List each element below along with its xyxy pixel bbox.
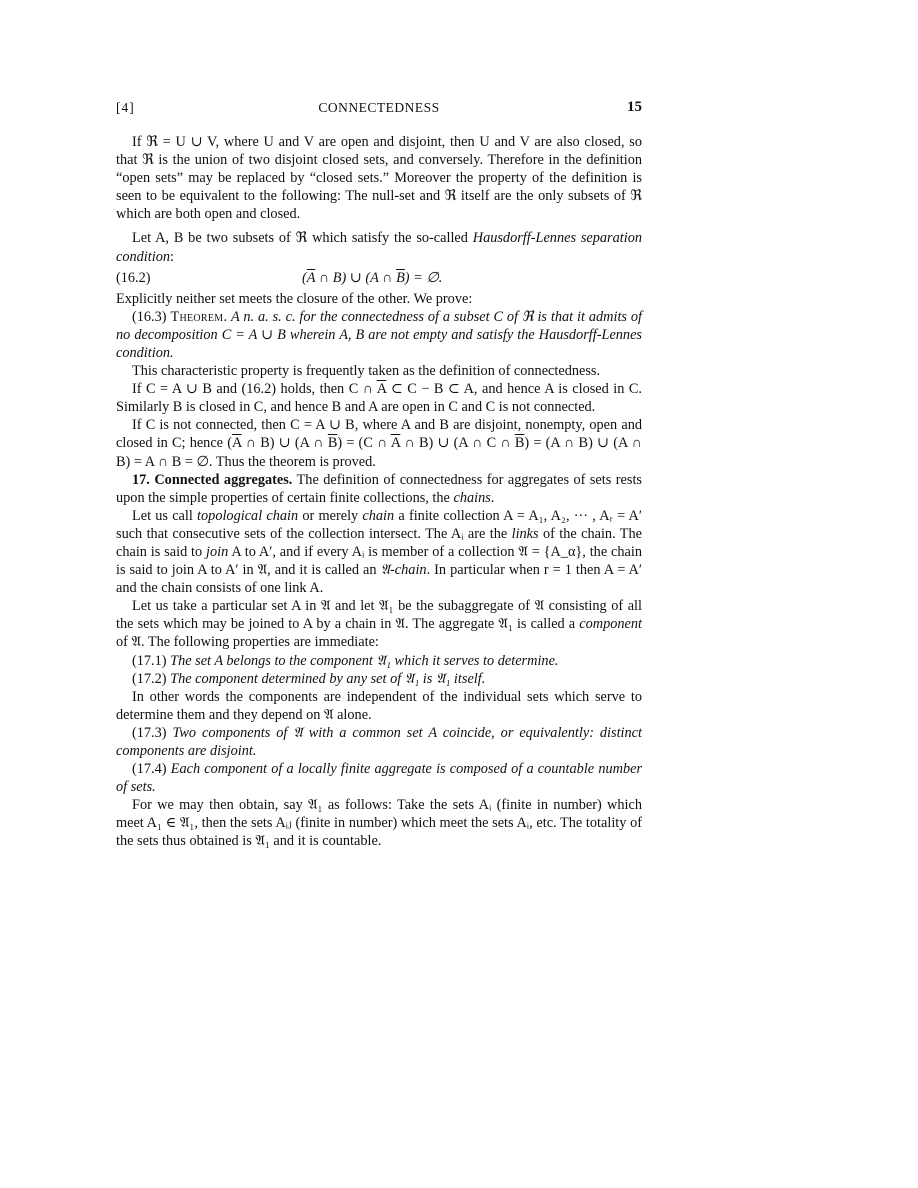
paragraph-explicitly: Explicitly neither set meets the closure of the other. We prove: bbox=[116, 290, 473, 307]
property-17-3: (17.3) Two components of 𝔄 with a common set A coincide, or equivalently: distinct components are disjoint. bbox=[116, 724, 642, 759]
page-number: 15 bbox=[627, 99, 642, 115]
theorem-label: Theorem. bbox=[170, 308, 228, 325]
formula-label: (16.2) bbox=[116, 269, 151, 286]
property-17-2: (17.2) The component determined by any set of 𝔄₁ is 𝔄₁ itself. bbox=[132, 670, 486, 687]
term-hausdorff-lennes: Hausdorff-Lennes separation condition bbox=[116, 230, 642, 265]
theorem-16-3: (16.3) Theorem. A n. a. s. c. for the connectedness of a subset C of ℜ is that it admits of no decomposition C = A ∪ B wherein A, B are not empty and satisfy the Hausdorff-Lennes condition. bbox=[116, 308, 642, 361]
paragraph-proof-part-2: If C is not connected, then C = A ∪ B, where A and B are disjoint, nonempty, open and closed in C; hence ($\overline{A}$ ∩ B) ∪ (A ∩ $\overline{B}) = (C$ ∩ $\overline{A}$ ∩ B) ∪ (A ∩ C ∩ $\overline{B}) = (A$ ∩ B) ∪ (A ∩ B) = A ∩ B = ∅. Thus the theorem is proved. bbox=[116, 417, 642, 470]
running-title: CONNECTEDNESS bbox=[318, 100, 440, 115]
paragraph-component-definition: Let us take a particular set A in 𝔄 and let 𝔄₁ be the subaggregate of 𝔄 consisting of all the sets which may be joined to A by a chain in 𝔄. The aggregate 𝔄₁ is called a component of 𝔄. The following properties are immediate: bbox=[116, 598, 642, 651]
paragraph-independence: In other words the components are independent of the individual sets which serve to determine them and they depend on 𝔄 alone. bbox=[116, 688, 642, 723]
paragraph-characteristic: This characteristic property is frequently taken as the definition of connectedness. bbox=[132, 363, 601, 380]
paragraph-proof-part-1: If C = A ∪ B and (16.2) holds, then C ∩ $\overline{A}$ ⊂ C − B ⊂ A, and hence A is closed in C. Similarly B is closed in C, and hence B and A are open in C and C is not connected. bbox=[116, 381, 643, 416]
property-17-1: (17.1) The set A belongs to the component 𝔄₁ which it serves to determine. bbox=[132, 652, 559, 669]
theorem-statement: A n. a. s. c. for the connectedness of a subset C of ℜ is that it admits of no decomposition C = A ∪ B wherein A, B are not empty and satisfy the Hausdorff-Lennes condition. bbox=[116, 308, 642, 361]
formula-expression: ($\overline{A}$ ∩ B) ∪ (A ∩ $\overline{B}$) = ∅. bbox=[302, 269, 443, 286]
paragraph-chain-definition: Let us call topological chain or merely chain a finite collection A = A₁, A₂, ··· , Aᵣ = A′ such that consecutive sets of the collection intersect. The Aᵢ are the links of the chain. The chain is said to join A to A′, and if every Aᵢ is member of a collection 𝔄 = {A_α}, the chain is said to join A to A′ in 𝔄, and it is called an 𝔄-chain. In particular when r = 1 then A = A′ and the chain consists of one link A. bbox=[116, 507, 643, 597]
property-17-4: (17.4) Each component of a locally finite aggregate is composed of a countable number of sets. bbox=[116, 761, 643, 796]
paragraph-countable-proof: For we may then obtain, say 𝔄₁ as follows: Take the sets Aᵢ (finite in number) which meet A₁ ∈ 𝔄₁, then the sets Aᵢⱼ (finite in number) which meet the sets Aᵢ, etc. The totality of the sets thus obtained is 𝔄₁ and it is countable. bbox=[116, 797, 642, 850]
section-17-intro: 17. Connected aggregates. The definition of connectedness for aggregates of sets rests upon the simple properties of certain finite collections, the chains. bbox=[116, 471, 642, 506]
running-header bbox=[116, 100, 642, 120]
section-heading: 17. Connected aggregates. bbox=[132, 471, 293, 488]
paragraph-open-closed: If ℜ = U ∪ V, where U and V are open and disjoint, then U and V are also closed, so that ℜ is the union of two disjoint closed sets, and conversely. Therefore in the definition “open sets” may be replaced by “closed sets.” Moreover the property of the definition is seen to be equivalent to the following: The null-set and ℜ itself are the only subsets of ℜ which are both open and closed. bbox=[116, 134, 642, 223]
section-marker: [4] bbox=[116, 100, 135, 115]
paragraph-separation-condition: Let A, B be two subsets of ℜ which satisfy the so-called Hausdorff-Lennes separation condition: bbox=[116, 230, 642, 265]
page-body bbox=[116, 133, 642, 851]
formula-16-2 bbox=[116, 267, 642, 289]
